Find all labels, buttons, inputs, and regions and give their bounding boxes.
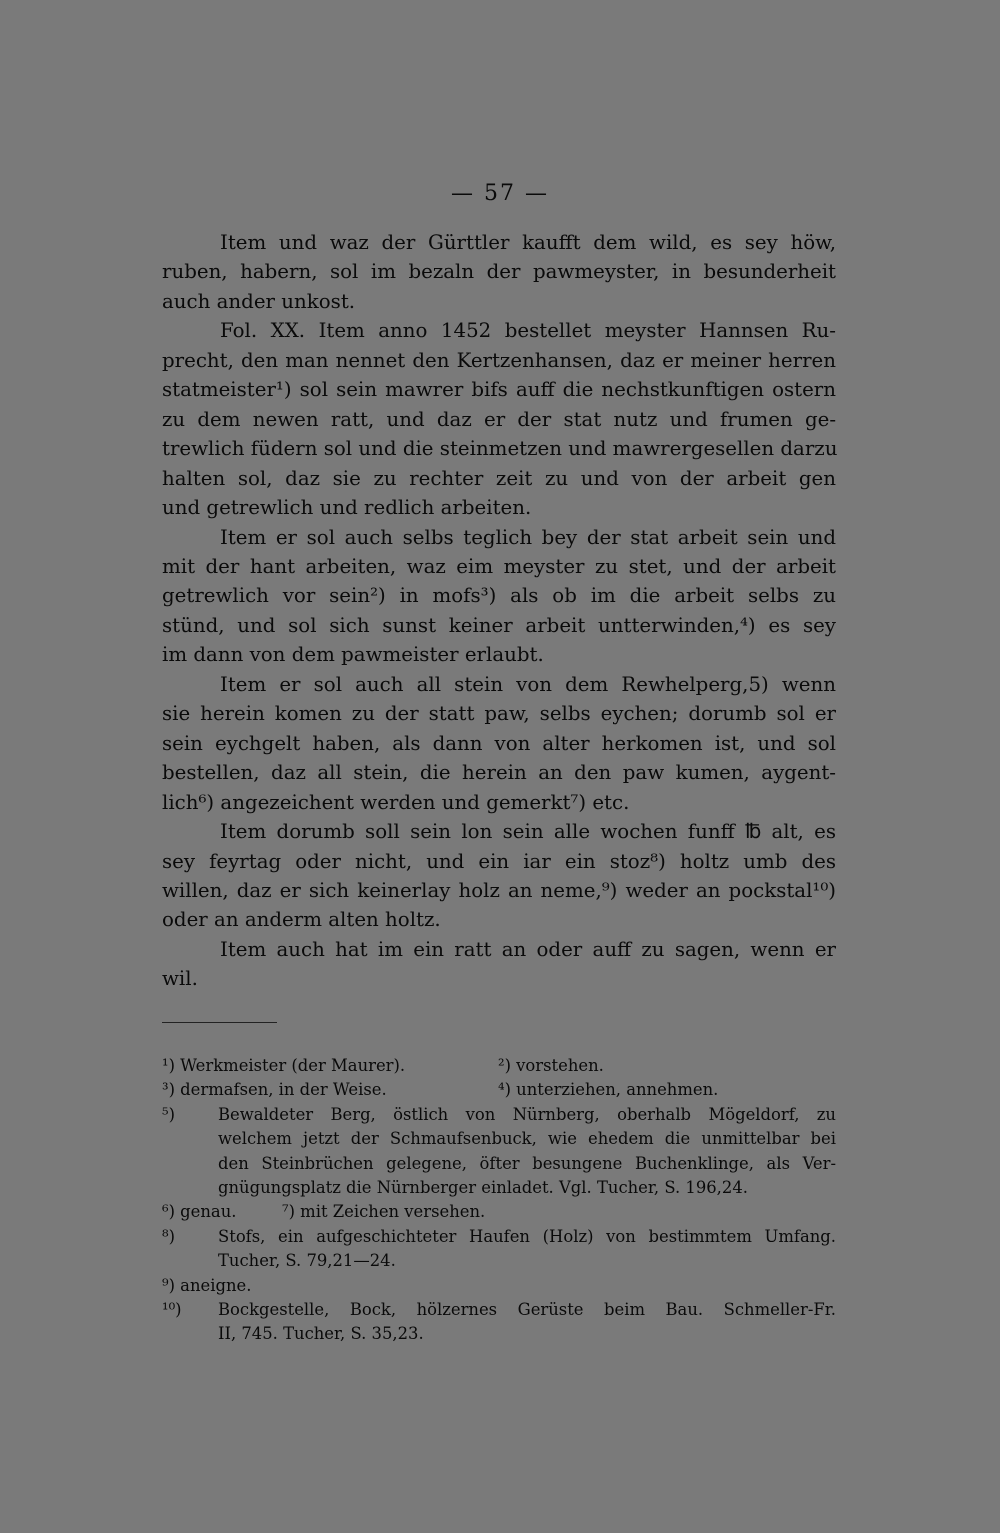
text-line: sey feyrtag oder nicht, und ein iar ein stoz⁸) holtz umb des xyxy=(162,849,836,873)
text-line: und getrewlich und redlich arbeiten. xyxy=(162,496,532,520)
text-line: Item und waz der Gürttler kaufft dem wild, es sey höw, xyxy=(220,231,836,254)
footnote-line xyxy=(162,1225,836,1249)
text-line: Item er sol auch all stein von dem Rewhelperg,5) wenn xyxy=(220,672,836,696)
text-line: precht, den man nennet den Kertzenhansen, daz er meiner herren xyxy=(162,348,836,372)
footnote-row xyxy=(162,1078,836,1102)
footnote-line: II, 745. Tucher, S. 35,23. xyxy=(218,1324,424,1344)
page-number: — 57 — xyxy=(451,181,549,206)
text-line: statmeister¹) sol sein mawrer bifs auff die nechstkunftigen ostern xyxy=(162,378,836,402)
footnote-row xyxy=(162,1200,836,1224)
paragraph-3 xyxy=(162,523,836,670)
text-line: halten sol, daz sie zu rechter zeit zu und von der arbeit gen xyxy=(162,466,836,490)
main-text xyxy=(162,228,836,994)
footnote-6: ⁶) genau. xyxy=(162,1202,237,1222)
footnote-text: Bewaldeter Berg, östlich von Nürnberg, oberhalb Mögeldorf, zu xyxy=(218,1104,836,1124)
footnote-text: Bockgestelle, Bock, hölzernes Gerüste beim Bau. Schmeller-Fr. xyxy=(218,1300,836,1320)
paragraph-4 xyxy=(162,670,836,817)
paragraph-2 xyxy=(162,316,836,522)
text-line: wil. xyxy=(162,967,198,991)
text-line: zu dem newen ratt, und daz er der stat nutz und frumen ge- xyxy=(162,407,836,431)
text-line: im dann von dem pawmeister erlaubt. xyxy=(162,643,544,667)
footnote-7: ⁷) mit Zeichen versehen. xyxy=(282,1202,486,1222)
footnote-3: ³) dermafsen, in der Weise. xyxy=(162,1080,387,1100)
footnote-10 xyxy=(162,1298,836,1347)
text-line: oder an anderm alten holtz. xyxy=(162,908,441,932)
text-line: auch ander unkost. xyxy=(162,289,356,313)
text-line: trewlich füdern sol und die steinmetzen und mawrergesellen darzu xyxy=(162,437,838,461)
text-line: willen, daz er sich keinerlay holz an neme,⁹) weder an pockstal¹⁰) xyxy=(162,878,836,902)
text-line: ruben, habern, sol im bezaln der pawmeyster, in besunderheit xyxy=(162,260,836,284)
footnote-line xyxy=(162,1298,836,1322)
text-line: Item dorumb soll sein lon sein alle wochen funff ℔ alt, es xyxy=(220,820,836,844)
footnote-label: ⁵) xyxy=(162,1104,175,1124)
footnote-9: ⁹) aneigne. xyxy=(162,1275,252,1295)
footnote-8 xyxy=(162,1225,836,1274)
footnote-line: welchem jetzt der Schmaufsenbuck, wie ehedem die unmittelbar bei xyxy=(218,1129,836,1149)
footnote-2: ²) vorstehen. xyxy=(498,1056,604,1075)
footnote-4: ⁴) unterziehen, annehmen. xyxy=(498,1080,719,1100)
text-line: sie herein komen zu der statt paw, selbs eychen; dorumb sol er xyxy=(162,702,836,726)
footnote-5 xyxy=(162,1103,836,1201)
text-line: mit der hant arbeiten, waz eim meyster zu stet, und der arbeit xyxy=(162,554,836,578)
text-line: getrewlich vor sein²) in mofs³) als ob im die arbeit selbs zu xyxy=(162,584,836,608)
paragraph-5 xyxy=(162,817,836,935)
footnotes xyxy=(162,1054,836,1347)
footnote-label: ⁸) xyxy=(162,1226,175,1246)
footnote-divider xyxy=(162,1022,277,1023)
text-line: Item er sol auch selbs teglich bey der stat arbeit sein und xyxy=(220,525,836,549)
paragraph-6 xyxy=(162,935,836,994)
text-line: Item auch hat im ein ratt an oder auff zu sagen, wenn er xyxy=(220,937,836,961)
text-line: bestellen, daz all stein, die herein an den paw kumen, aygent- xyxy=(162,761,836,785)
text-line: lich⁶) angezeichent werden und gemerkt⁷) etc. xyxy=(162,790,630,814)
text-line: stünd, und sol sich sunst keiner arbeit untterwinden,⁴) es sey xyxy=(162,613,836,637)
text-line: Fol. XX. Item anno 1452 bestellet meyster Hannsen Ru- xyxy=(220,319,836,343)
footnote-line: gnügungsplatz die Nürnberger einladet. Vgl. Tucher, S. 196,24. xyxy=(218,1178,748,1198)
footnote-line: Tucher, S. 79,21—24. xyxy=(218,1251,396,1271)
footnote-row xyxy=(162,1054,836,1078)
footnote-line xyxy=(162,1103,836,1127)
footnote-text: Stofs, ein aufgeschichteter Haufen (Holz) von bestimmtem Umfang. xyxy=(218,1226,836,1246)
footnote-label: ¹⁰) xyxy=(162,1300,182,1320)
text-line: sein eychgelt haben, als dann von alter herkomen ist, und sol xyxy=(162,731,836,755)
paragraph-1 xyxy=(162,228,836,316)
footnote-line: den Steinbrüchen gelegene, öfter besungene Buchenklinge, als Ver- xyxy=(218,1153,836,1173)
footnote-1: ¹) Werkmeister (der Maurer). xyxy=(162,1056,406,1075)
